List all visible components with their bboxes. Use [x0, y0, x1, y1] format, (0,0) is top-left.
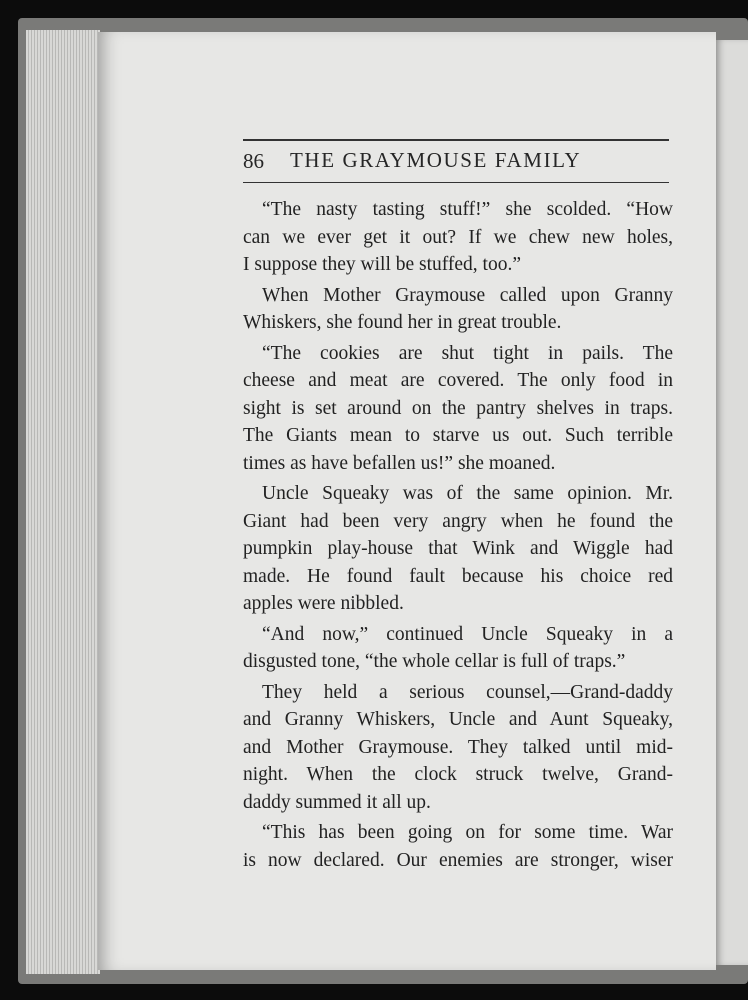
running-head: THE GRAYMOUSE FAMILY	[290, 148, 582, 172]
header-rule-bottom	[243, 182, 669, 183]
text-line: is now declared. Our enemies are stronger, wiser	[243, 849, 673, 871]
text-line: When Mother Graymouse called upon Granny	[262, 284, 673, 306]
facing-page-edge	[716, 40, 748, 965]
text-line: and Granny Whiskers, Uncle and Aunt Squeaky,	[243, 709, 673, 730]
page-edges	[26, 30, 100, 974]
text-line: apples were nibbled.	[243, 593, 404, 614]
text-line: Whiskers, she found her in great trouble.	[243, 312, 562, 333]
page-number: 86	[243, 149, 264, 173]
text-line: and Mother Graymouse. They talked until mid-	[243, 736, 673, 758]
text-line: cheese and meat are covered. The only food in	[243, 370, 673, 391]
text-line: “And now,” continued Uncle Squeaky in a	[262, 623, 673, 645]
text-line: Uncle Squeaky was of the same opinion. Mr.	[262, 483, 673, 504]
text-line: daddy summed it all up.	[243, 791, 431, 813]
text-line: night. When the clock struck twelve, Grand-	[243, 764, 673, 785]
body-text	[243, 196, 673, 874]
text-line: “The nasty tasting stuff!” she scolded. “How	[262, 199, 673, 220]
text-line: “This has been going on for some time. War	[262, 822, 673, 843]
text-line: disgusted tone, “the whole cellar is full of traps.”	[243, 651, 626, 672]
text-line: sight is set around on the pantry shelves in traps.	[243, 397, 673, 419]
text-line: The Giants mean to starve us out. Such terrible	[243, 425, 673, 446]
text-line: Giant had been very angry when he found the	[243, 510, 673, 532]
text-line: times as have befallen us!” she moaned.	[243, 452, 556, 474]
header-rule-top	[243, 139, 669, 141]
text-line: I suppose they will be stuffed, too.”	[243, 254, 522, 275]
text-line: pumpkin play-house that Wink and Wiggle had	[243, 538, 673, 559]
text-line: They held a serious counsel,—Grand-daddy	[262, 681, 673, 703]
text-line: made. He found fault because his choice red	[243, 565, 673, 587]
text-line: can we ever get it out? If we chew new holes,	[243, 226, 673, 248]
text-line: “The cookies are shut tight in pails. The	[262, 342, 673, 364]
